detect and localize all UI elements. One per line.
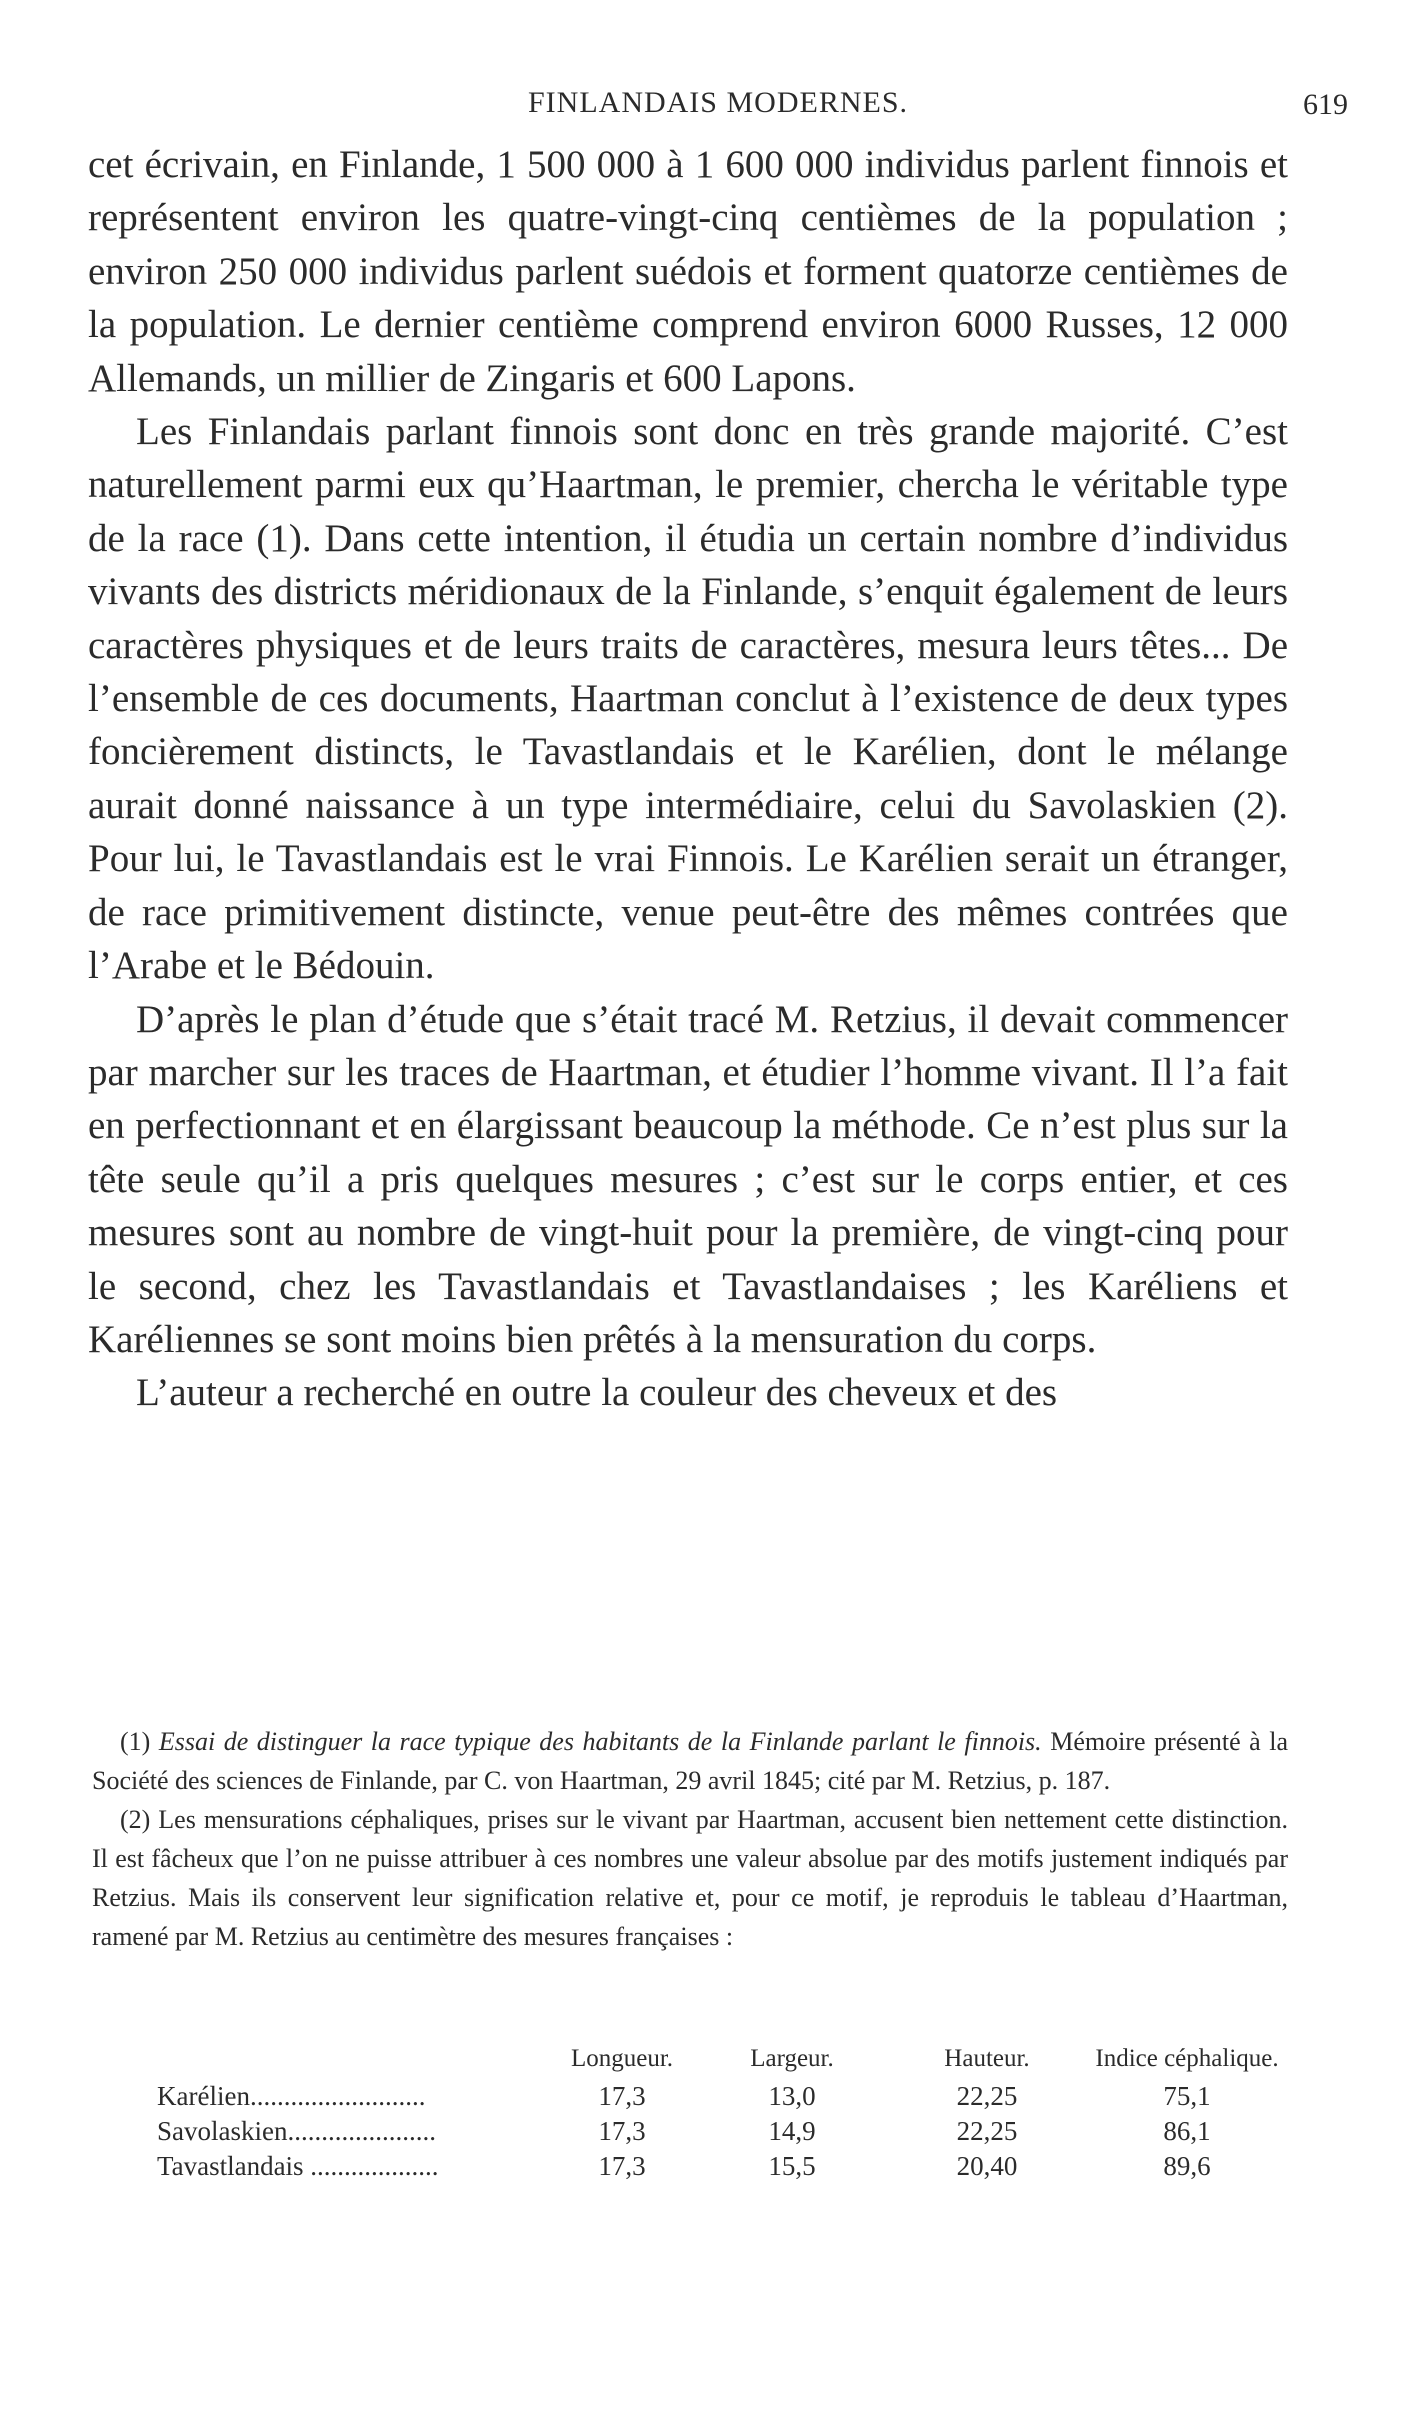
table-row xyxy=(92,2151,1292,2186)
paragraph-4: L’auteur a recherché en outre la couleur des cheveux et des xyxy=(136,1371,1058,1415)
header-longueur: Longueur. xyxy=(570,2045,674,2072)
row-label: Karélien.......................... xyxy=(157,2081,426,2111)
table-row xyxy=(92,2081,1292,2116)
header-largeur: Largeur. xyxy=(750,2045,834,2072)
cell-longueur: 17,3 xyxy=(598,2151,646,2181)
main-text xyxy=(88,138,1288,1420)
footnote-1 xyxy=(92,1722,1288,1800)
header-indice: Indice céphalique. xyxy=(1095,2045,1279,2072)
paragraph-1: cet écrivain, en Finlande, 1 500 000 à 1 600 000 individus parlent finnois et représentent environ les quatre-vingt-cinq centièmes de la population ; environ 250 000 individus parlent suédois et forment quatorze centièmes de la population. Le dernier centième comprend environ 6000 Russes, 12 000 Allemands, un millier de Zingaris et 600 Lapons. xyxy=(88,143,1288,400)
paragraph-3: D’après le plan d’étude que s’était tracé M. Retzius, il devait commencer par marcher sur les traces de Haartman, et étudier l’homme vivant. Il l’a fait en perfectionnant et en élargissant beaucoup la méthode. Ce n’est plus sur la tête seule qu’il a pris quelques mesures ; c’est sur le corps entier, et ces mesures sont au nombre de vingt-huit pour la première, de vingt-cinq pour le second, chez les Tavastlandais et Tavastlandaises ; les Karéliens et Karéliennes se sont moins bien prêtés à la mensuration du corps. xyxy=(88,997,1288,1361)
paragraph-2: Les Finlandais parlant finnois sont donc en très grande majorité. C’est naturellement parmi eux qu’Haartman, le premier, chercha le véritable type de la race (1). Dans cette intention, il étudia un certain nombre d’individus vivants des districts méridionaux de la Finlande, s’enquit également de leurs caractères physiques et de leurs traits de caractères, mesura leurs têtes... De l’ensemble de ces documents, Haartman conclut à l’existence de deux types foncièrement distincts, le Tavastlandais et le Karélien, dont le mélange aurait donné naissance à un type intermédiaire, celui du Savolaskien (2). Pour lui, le Tavastlandais est le vrai Finnois. Le Karélien serait un étranger, de race primitivement distincte, venue peut-être des mêmes contrées que l’Arabe et le Bédouin. xyxy=(88,410,1288,988)
running-head xyxy=(88,80,1348,130)
cell-hauteur: 22,25 xyxy=(956,2116,1018,2146)
table-row xyxy=(92,2116,1292,2151)
cell-indice: 86,1 xyxy=(1163,2116,1211,2146)
cell-hauteur: 22,25 xyxy=(956,2081,1018,2111)
row-label: Tavastlandais ................... xyxy=(157,2151,439,2181)
cell-largeur: 15,5 xyxy=(768,2151,816,2181)
footnote-1-mark: (1) xyxy=(120,1727,151,1756)
cell-indice: 89,6 xyxy=(1163,2151,1211,2181)
footnote-2: (2) Les mensurations céphaliques, prises sur le vivant par Haartman, accusent bien nettement cette distinction. Il est fâcheux que l’on ne puisse attribuer à ces nombres une valeur absolue par des motifs justement indiqués par Retzius. Mais ils conservent leur signification relative et, pour ce motif, je reproduis le tableau d’Haartman, ramené par M. Retzius au centimètre des mesures françaises : xyxy=(92,1805,1288,1951)
footnotes xyxy=(92,1722,1288,1956)
table-header xyxy=(92,2045,1292,2081)
cell-longueur: 17,3 xyxy=(598,2081,646,2111)
cell-longueur: 17,3 xyxy=(598,2116,646,2146)
row-label: Savolaskien...................... xyxy=(157,2116,436,2146)
page-number: 619 xyxy=(1303,88,1348,121)
running-title: FINLANDAIS MODERNES. xyxy=(527,86,908,119)
cell-largeur: 13,0 xyxy=(768,2081,816,2111)
cell-largeur: 14,9 xyxy=(768,2116,816,2146)
cell-indice: 75,1 xyxy=(1163,2081,1211,2111)
footnote-1-title: Essai de distinguer la race typique des habitants de la Finlande parlant le finnois. xyxy=(158,1727,1042,1756)
header-hauteur: Hauteur. xyxy=(944,2045,1030,2072)
footnote-1-text: Mémoire présenté à la Société des sciences de Finlande, par C. von Haartman, 29 avril 1845; cité par M. Retzius, p. 187. xyxy=(92,1727,1289,1795)
cell-hauteur: 20,40 xyxy=(956,2151,1018,2181)
cephalic-table xyxy=(92,2045,1292,2186)
